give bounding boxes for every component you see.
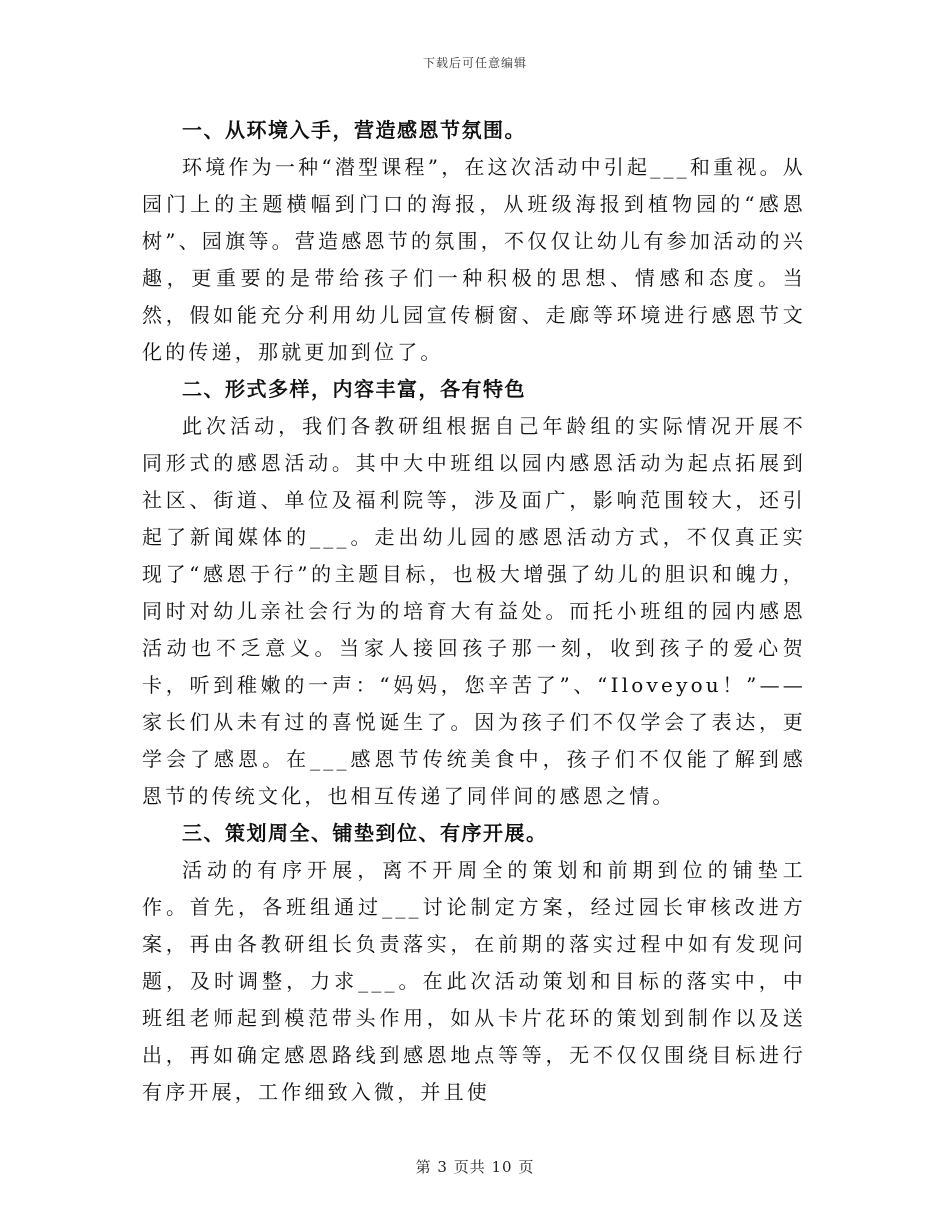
section-paragraph: 活动的有序开展，离不开周全的策划和前期到位的铺垫工作。首先，各班组通过___讨论制定方案，经过园长审核改进方案，再由各教研组长负责落实，在前期的落实过程中如有发现问题，及时调整，力求___。在此次活动策划和目标的落实中，中班组老师起到模范带头作用，如从卡片花环的策划到制作以及送出，再如确定感恩路线到感恩地点等等，无不仅仅围绕目标进行有序开展，工作细致入微，并且使 — [142, 858, 806, 1104]
section-paragraph: 环境作为一种“潜型课程”，在这次活动中引起___和重视。从园门上的主题横幅到门口的海报，从班级海报到植物园的“感恩树”、园旗等。营造感恩节的氛围，不仅仅让幼儿有参加活动的兴趣，更重要的是带给孩子们一种积极的思想、情感和态度。当然，假如能充分利用幼儿园宣传橱窗、走廊等环境进行感恩节文化的传递，那就更加到位了。 — [142, 155, 806, 364]
section-1 — [142, 112, 806, 371]
page-footer: 第 3 页共 10 页 — [415, 1158, 535, 1176]
section-2 — [142, 371, 806, 815]
page-header: 下载后可任意编辑 — [422, 56, 527, 70]
document-body — [142, 112, 806, 1111]
section-heading: 一、从环境入手，营造感恩节氛围。 — [182, 118, 526, 142]
section-heading: 二、形式多样，内容丰富，各有特色 — [182, 377, 526, 401]
section-3 — [142, 815, 806, 1111]
section-paragraph: 此次活动，我们各教研组根据自己年龄组的实际情况开展不同形式的感恩活动。其中大中班组以园内感恩活动为起点拓展到社区、街道、单位及福利院等，涉及面广，影响范围较大，还引起了新闻媒体的___。走出幼儿园的感恩活动方式，不仅真正实现了“感恩于行”的主题目标，也极大增强了幼儿的胆识和魄力，同时对幼儿亲社会行为的培育大有益处。而托小班组的园内感恩活动也不乏意义。当家人接回孩子那一刻，收到孩子的爱心贺卡，听到稚嫩的一声：“妈妈，您辛苦了”、“Iloveyou！”——家长们从未有过的喜悦诞生了。因为孩子们不仅学会了表达，更学会了感恩。在___感恩节传统美食中，孩子们不仅能了解到感恩节的传统文化，也相互传递了同伴间的感恩之情。 — [142, 414, 806, 808]
section-heading: 三、策划周全、铺垫到位、有序开展。 — [182, 821, 548, 845]
